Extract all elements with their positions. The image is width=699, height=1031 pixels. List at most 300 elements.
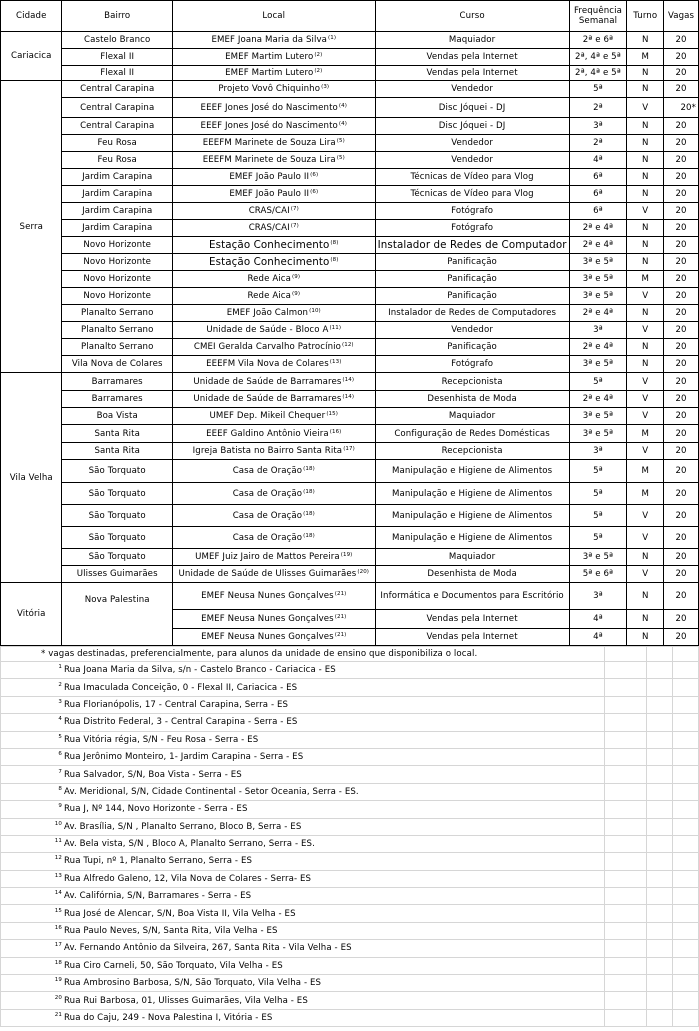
local-name: EMEF Neusa Nunes Gonçalves xyxy=(201,591,334,601)
empty-cell xyxy=(673,714,699,731)
header-curso: Curso xyxy=(375,1,569,32)
local-name: Projeto Vovô Chiquinho xyxy=(218,84,321,94)
local-name: Estação Conhecimento xyxy=(209,256,330,268)
address-number: 14 xyxy=(54,890,62,897)
empty-cell xyxy=(479,992,605,1009)
address-ref: (18) xyxy=(303,510,315,517)
curso-cell: Panificação xyxy=(375,339,569,356)
address-ref: (14) xyxy=(342,376,355,383)
curso-cell: Panificação xyxy=(375,288,569,305)
empty-cell xyxy=(646,888,673,905)
empty-cell xyxy=(479,818,605,835)
local-name: EMEF João Paulo II xyxy=(229,172,310,182)
turno-cell: V xyxy=(627,98,664,118)
local-cell xyxy=(172,566,375,583)
vagas-cell: 20 xyxy=(664,408,699,425)
local-cell xyxy=(172,629,375,646)
address-ref: (4) xyxy=(338,102,347,109)
empty-cell xyxy=(605,731,646,748)
empty-cell xyxy=(605,992,646,1009)
local-name: EEEFM Marinete de Souza Lira xyxy=(202,138,336,148)
note-text-cell xyxy=(1,870,480,887)
address-text: Rua Tupi, nº 1, Planalto Serrano, Serra - ES xyxy=(64,856,253,867)
note-text-cell xyxy=(1,905,480,922)
empty-cell xyxy=(605,905,646,922)
frequencia-cell: 4ª xyxy=(569,629,627,646)
address-text: Rua do Caju, 249 - Nova Palestina I, Vitória - ES xyxy=(64,1013,273,1023)
header-vagas: Vagas xyxy=(664,1,699,32)
table-row xyxy=(1,425,699,443)
note-text-cell xyxy=(1,957,480,974)
local-cell xyxy=(172,610,375,629)
turno-cell: N xyxy=(627,118,664,135)
header-frequencia: Frequência Semanal xyxy=(569,1,627,32)
vagas-cell: 20 xyxy=(664,32,699,49)
curso-cell: Maquiador xyxy=(375,32,569,49)
empty-cell xyxy=(646,957,673,974)
frequencia-cell: 5ª xyxy=(569,373,627,391)
curso-cell: Panificação xyxy=(375,254,569,271)
local-name: Casa de Oração xyxy=(232,510,303,521)
local-name: EEEF Jones José do Nascimento xyxy=(200,102,338,113)
address-ref: (18) xyxy=(303,532,315,539)
address-text: Av. Califórnia, S/N, Barramares - Serra - ES xyxy=(64,891,252,902)
curso-cell: Desenhista de Moda xyxy=(375,391,569,408)
vagas-cell: 20 xyxy=(664,49,699,66)
curso-cell: Técnicas de Vídeo para Vlog xyxy=(375,169,569,186)
local-name: Casa de Oração xyxy=(232,488,303,499)
note-text-cell xyxy=(1,731,480,748)
empty-cell xyxy=(479,922,605,939)
local-name: Unidade de Saúde de Ulisses Guimarães xyxy=(178,569,357,579)
table-row xyxy=(1,408,699,425)
address-number: 11 xyxy=(54,838,62,845)
vagas-cell: 20 xyxy=(664,339,699,356)
header-cidade: Cidade xyxy=(1,1,62,32)
empty-cell xyxy=(479,766,605,783)
empty-cell xyxy=(646,870,673,887)
empty-cell xyxy=(646,992,673,1009)
bairro-cell: São Torquato xyxy=(62,505,172,527)
empty-cell xyxy=(605,766,646,783)
turno-cell: M xyxy=(627,49,664,66)
table-row xyxy=(1,254,699,271)
empty-cell xyxy=(673,766,699,783)
empty-cell xyxy=(479,731,605,748)
frequencia-cell: 3ª e 5ª xyxy=(569,254,627,271)
address-ref: (2) xyxy=(314,68,323,74)
address-ref: (3) xyxy=(321,84,330,90)
turno-cell: N xyxy=(627,169,664,186)
empty-cell xyxy=(646,853,673,870)
local-name: CRAS/CAI xyxy=(248,206,290,216)
bairro-cell: Nova Palestina xyxy=(62,583,172,646)
curso-cell: Técnicas de Vídeo para Vlog xyxy=(375,186,569,203)
frequencia-cell: 5ª xyxy=(569,460,627,483)
table-row xyxy=(1,49,699,66)
empty-cell xyxy=(605,975,646,992)
local-cell xyxy=(172,220,375,237)
address-ref: (20) xyxy=(357,569,370,575)
empty-cell xyxy=(646,835,673,852)
note-text-cell xyxy=(1,975,480,992)
empty-cell xyxy=(605,922,646,939)
curso-cell: Maquiador xyxy=(375,408,569,425)
frequencia-cell: 3ª xyxy=(569,443,627,460)
turno-cell: N xyxy=(627,66,664,81)
bairro-cell: Planalto Serrano xyxy=(62,322,172,339)
empty-cell xyxy=(605,818,646,835)
turno-cell: V xyxy=(627,566,664,583)
frequencia-cell: 6ª xyxy=(569,203,627,220)
empty-cell xyxy=(646,905,673,922)
address-row xyxy=(1,783,699,800)
vagas-cell: 20 xyxy=(664,610,699,629)
turno-cell: N xyxy=(627,339,664,356)
note-text-cell xyxy=(1,1009,480,1026)
empty-cell xyxy=(605,801,646,818)
empty-cell xyxy=(605,647,646,662)
bairro-cell: Planalto Serrano xyxy=(62,339,172,356)
turno-cell: V xyxy=(627,527,664,549)
header-row xyxy=(1,1,699,32)
frequencia-cell: 2ª e 4ª xyxy=(569,220,627,237)
table-row xyxy=(1,288,699,305)
empty-cell xyxy=(605,853,646,870)
bairro-cell: Barramares xyxy=(62,373,172,391)
vagas-cell: 20 xyxy=(664,527,699,549)
local-name: Unidade de Saúde de Barramares xyxy=(193,394,342,404)
note-text-cell xyxy=(1,801,480,818)
bairro-cell: Jardim Carapina xyxy=(62,220,172,237)
note-text-cell xyxy=(1,766,480,783)
vagas-cell: 20 xyxy=(664,135,699,152)
note-text-cell xyxy=(1,940,480,957)
vagas-cell: 20 xyxy=(664,425,699,443)
curso-cell: Configuração de Redes Domésticas xyxy=(375,425,569,443)
frequencia-cell: 5ª xyxy=(569,527,627,549)
note-text-cell xyxy=(1,714,480,731)
turno-cell: V xyxy=(627,203,664,220)
address-text: Rua Paulo Neves, S/N, Santa Rita, Vila Velha - ES xyxy=(64,926,278,937)
empty-cell xyxy=(605,679,646,696)
curso-cell: Desenhista de Moda xyxy=(375,566,569,583)
local-cell xyxy=(172,135,375,152)
empty-cell xyxy=(673,975,699,992)
table-row xyxy=(1,271,699,288)
bairro-cell: Castelo Branco xyxy=(62,32,172,49)
address-ref: (6) xyxy=(310,172,319,178)
address-ref: (7) xyxy=(290,206,299,212)
table-row xyxy=(1,135,699,152)
frequencia-cell: 3ª e 5ª xyxy=(569,549,627,566)
table-row xyxy=(1,32,699,49)
empty-cell xyxy=(673,696,699,713)
local-cell xyxy=(172,118,375,135)
address-row xyxy=(1,679,699,696)
address-row xyxy=(1,818,699,835)
vagas-cell: 20 xyxy=(664,566,699,583)
vagas-cell: 20 xyxy=(664,391,699,408)
bairro-cell: São Torquato xyxy=(62,549,172,566)
local-cell xyxy=(172,391,375,408)
table-row xyxy=(1,220,699,237)
bairro-cell: Feu Rosa xyxy=(62,135,172,152)
local-cell xyxy=(172,505,375,527)
local-cell xyxy=(172,483,375,505)
local-cell xyxy=(172,66,375,81)
address-ref: (18) xyxy=(303,488,315,495)
address-row xyxy=(1,905,699,922)
vagas-cell: 20 xyxy=(664,118,699,135)
local-name: Rede Aica xyxy=(247,291,291,301)
vagas-cell: 20 xyxy=(664,237,699,254)
table-row xyxy=(1,237,699,254)
turno-cell: N xyxy=(627,254,664,271)
empty-cell xyxy=(479,679,605,696)
local-name: Unidade de Saúde - Bloco A xyxy=(206,325,329,335)
empty-cell xyxy=(646,647,673,662)
turno-cell: M xyxy=(627,271,664,288)
address-text: Rua Jerônimo Monteiro, 1- Jardim Carapina - Serra - ES xyxy=(64,752,304,763)
local-name: Estação Conhecimento xyxy=(209,239,330,251)
address-ref: (21) xyxy=(334,614,347,620)
address-text: Rua Rui Barbosa, 01, Ulisses Guimarães, Vila Velha - ES xyxy=(64,995,308,1006)
address-number: 3 xyxy=(58,698,62,705)
turno-cell: V xyxy=(627,373,664,391)
local-name: EEEF Jones José do Nascimento xyxy=(200,121,338,131)
empty-cell xyxy=(479,714,605,731)
empty-cell xyxy=(479,696,605,713)
address-number: 5 xyxy=(58,733,62,740)
curso-cell: Manipulação e Higiene de Alimentos xyxy=(375,527,569,549)
vagas-cell: 20 xyxy=(664,583,699,610)
bairro-cell: Novo Horizonte xyxy=(62,288,172,305)
empty-cell xyxy=(605,748,646,765)
local-cell xyxy=(172,98,375,118)
turno-cell: N xyxy=(627,356,664,373)
address-text: Av. Bela vista, S/N , Bloco A, Planalto Serrano, Serra - ES. xyxy=(64,839,315,850)
vagas-cell: 20 xyxy=(664,373,699,391)
local-name: EMEF Martim Lutero xyxy=(225,52,314,62)
local-cell xyxy=(172,425,375,443)
empty-cell xyxy=(673,647,699,662)
note-text-cell xyxy=(1,835,480,852)
address-row xyxy=(1,940,699,957)
local-name: EMEF Martim Lutero xyxy=(225,68,314,78)
empty-cell xyxy=(479,835,605,852)
turno-cell: N xyxy=(627,610,664,629)
notes-table xyxy=(0,646,699,1027)
table-row xyxy=(1,169,699,186)
bairro-cell: Vila Nova de Colares xyxy=(62,356,172,373)
turno-cell: N xyxy=(627,305,664,322)
vagas-cell: 20 xyxy=(664,549,699,566)
local-name: Unidade de Saúde de Barramares xyxy=(193,376,342,387)
frequencia-cell: 3ª e 5ª xyxy=(569,408,627,425)
address-number: 2 xyxy=(58,681,62,688)
bairro-cell: Planalto Serrano xyxy=(62,305,172,322)
empty-cell xyxy=(605,888,646,905)
curso-cell: Informática e Documentos para Escritório xyxy=(375,583,569,610)
local-cell xyxy=(172,527,375,549)
frequencia-cell: 2ª, 4ª e 5ª xyxy=(569,49,627,66)
vagas-cell: 20 xyxy=(664,483,699,505)
address-row xyxy=(1,992,699,1009)
table-row xyxy=(1,203,699,220)
local-name: EEEFM Marinete de Souza Lira xyxy=(202,155,336,165)
empty-cell xyxy=(479,957,605,974)
local-name: Rede Aica xyxy=(247,274,291,284)
address-row xyxy=(1,801,699,818)
empty-cell xyxy=(605,662,646,679)
address-text: Av. Meridional, S/N, Cidade Continental - Setor Oceania, Serra - ES. xyxy=(64,786,359,797)
curso-cell: Disc Jóquei - DJ xyxy=(375,98,569,118)
address-ref: (11) xyxy=(329,325,342,331)
cidade-cell: Serra xyxy=(1,81,62,373)
address-number: 7 xyxy=(58,768,62,775)
note-text-cell xyxy=(1,818,480,835)
curso-cell: Recepcionista xyxy=(375,443,569,460)
turno-cell: N xyxy=(627,629,664,646)
bairro-cell: Boa Vista xyxy=(62,408,172,425)
bairro-cell: Central Carapina xyxy=(62,98,172,118)
table-row xyxy=(1,305,699,322)
header-local: Local xyxy=(172,1,375,32)
frequencia-cell: 3ª xyxy=(569,583,627,610)
curso-cell: Vendedor xyxy=(375,152,569,169)
local-cell xyxy=(172,305,375,322)
frequencia-cell: 2ª e 4ª xyxy=(569,391,627,408)
empty-cell xyxy=(479,870,605,887)
turno-cell: V xyxy=(627,322,664,339)
frequencia-cell: 5ª xyxy=(569,81,627,98)
local-name: EEEFM Vila Nova de Colares xyxy=(206,359,329,369)
local-cell xyxy=(172,49,375,66)
turno-cell: M xyxy=(627,425,664,443)
bairro-cell: Flexal II xyxy=(62,66,172,81)
empty-cell xyxy=(673,835,699,852)
empty-cell xyxy=(673,662,699,679)
local-cell xyxy=(172,443,375,460)
bairro-cell: Central Carapina xyxy=(62,118,172,135)
local-cell xyxy=(172,339,375,356)
bairro-cell: Jardim Carapina xyxy=(62,186,172,203)
curso-cell: Vendas pela Internet xyxy=(375,629,569,646)
turno-cell: N xyxy=(627,186,664,203)
address-row xyxy=(1,696,699,713)
address-row xyxy=(1,888,699,905)
address-number: 6 xyxy=(58,751,62,758)
address-number: 4 xyxy=(58,716,62,723)
vagas-cell: 20 xyxy=(664,254,699,271)
local-cell xyxy=(172,254,375,271)
table-row xyxy=(1,373,699,391)
empty-cell xyxy=(646,766,673,783)
local-cell xyxy=(172,152,375,169)
address-row xyxy=(1,731,699,748)
local-name: Casa de Oração xyxy=(232,532,303,543)
table-row xyxy=(1,549,699,566)
vagas-cell: 20 xyxy=(664,81,699,98)
table-row xyxy=(1,391,699,408)
address-row xyxy=(1,662,699,679)
vagas-cell: 20 xyxy=(664,288,699,305)
empty-cell xyxy=(646,922,673,939)
vagas-cell: 20 xyxy=(664,356,699,373)
empty-cell xyxy=(479,647,605,662)
empty-cell xyxy=(673,940,699,957)
address-row xyxy=(1,766,699,783)
address-text: Rua Salvador, S/N, Boa Vista - Serra - ES xyxy=(64,769,242,780)
frequencia-cell: 3ª e 5ª xyxy=(569,271,627,288)
curso-cell: Vendas pela Internet xyxy=(375,610,569,629)
empty-cell xyxy=(673,957,699,974)
turno-cell: N xyxy=(627,549,664,566)
vagas-cell: 20* xyxy=(664,98,699,118)
address-text: Rua Vitória régia, S/N - Feu Rosa - Serra - ES xyxy=(64,734,259,745)
vagas-cell: 20 xyxy=(664,629,699,646)
turno-cell: N xyxy=(627,583,664,610)
address-text: Av. Fernando Antônio da Silveira, 267, Santa Rita - Vila Velha - ES xyxy=(64,943,352,954)
local-name: Igreja Batista no Bairro Santa Rita xyxy=(192,446,343,456)
empty-cell xyxy=(673,679,699,696)
address-ref: (21) xyxy=(334,591,347,597)
address-ref: (5) xyxy=(336,155,345,161)
empty-cell xyxy=(479,1009,605,1026)
address-ref: (8) xyxy=(330,257,339,263)
empty-cell xyxy=(673,922,699,939)
cidade-cell: Vitória xyxy=(1,583,62,646)
footnote-row xyxy=(1,647,699,662)
empty-cell xyxy=(646,801,673,818)
address-ref: (6) xyxy=(310,189,319,195)
address-text: Av. Brasília, S/N , Planalto Serrano, Bloco B, Serra - ES xyxy=(64,821,302,832)
empty-cell xyxy=(646,662,673,679)
local-name: EMEF Joana Maria da Silva xyxy=(211,35,328,45)
local-name: Casa de Oração xyxy=(232,466,303,476)
empty-cell xyxy=(673,818,699,835)
address-number: 10 xyxy=(54,820,62,827)
address-text: Rua José de Alencar, S/N, Boa Vista II, Vila Velha - ES xyxy=(64,908,296,919)
address-text: Rua Alfredo Galeno, 12, Vila Nova de Colares - Serra- ES xyxy=(64,873,312,884)
bairro-cell: Central Carapina xyxy=(62,81,172,98)
address-number: 9 xyxy=(58,803,62,810)
address-ref: (9) xyxy=(291,274,301,280)
address-text: Rua Joana Maria da Silva, s/n - Castelo Branco - Cariacica - ES xyxy=(64,665,336,676)
frequencia-cell: 2ª e 4ª xyxy=(569,339,627,356)
bairro-cell: Feu Rosa xyxy=(62,152,172,169)
frequencia-cell: 3ª e 5ª xyxy=(569,288,627,305)
vagas-cell: 20 xyxy=(664,305,699,322)
empty-cell xyxy=(673,748,699,765)
address-text: Rua Ciro Carneli, 50, São Torquato, Vila Velha - ES xyxy=(64,960,283,971)
curso-cell: Manipulação e Higiene de Alimentos xyxy=(375,460,569,483)
bairro-cell: São Torquato xyxy=(62,527,172,549)
address-ref: (10) xyxy=(309,308,321,314)
curso-cell: Vendas pela Internet xyxy=(375,66,569,81)
turno-cell: N xyxy=(627,135,664,152)
address-row xyxy=(1,714,699,731)
address-ref: (2) xyxy=(314,52,323,58)
note-text-cell xyxy=(1,853,480,870)
address-row xyxy=(1,748,699,765)
frequencia-cell: 4ª xyxy=(569,152,627,169)
table-row xyxy=(1,81,699,98)
empty-cell xyxy=(479,888,605,905)
turno-cell: V xyxy=(627,408,664,425)
empty-cell xyxy=(646,748,673,765)
